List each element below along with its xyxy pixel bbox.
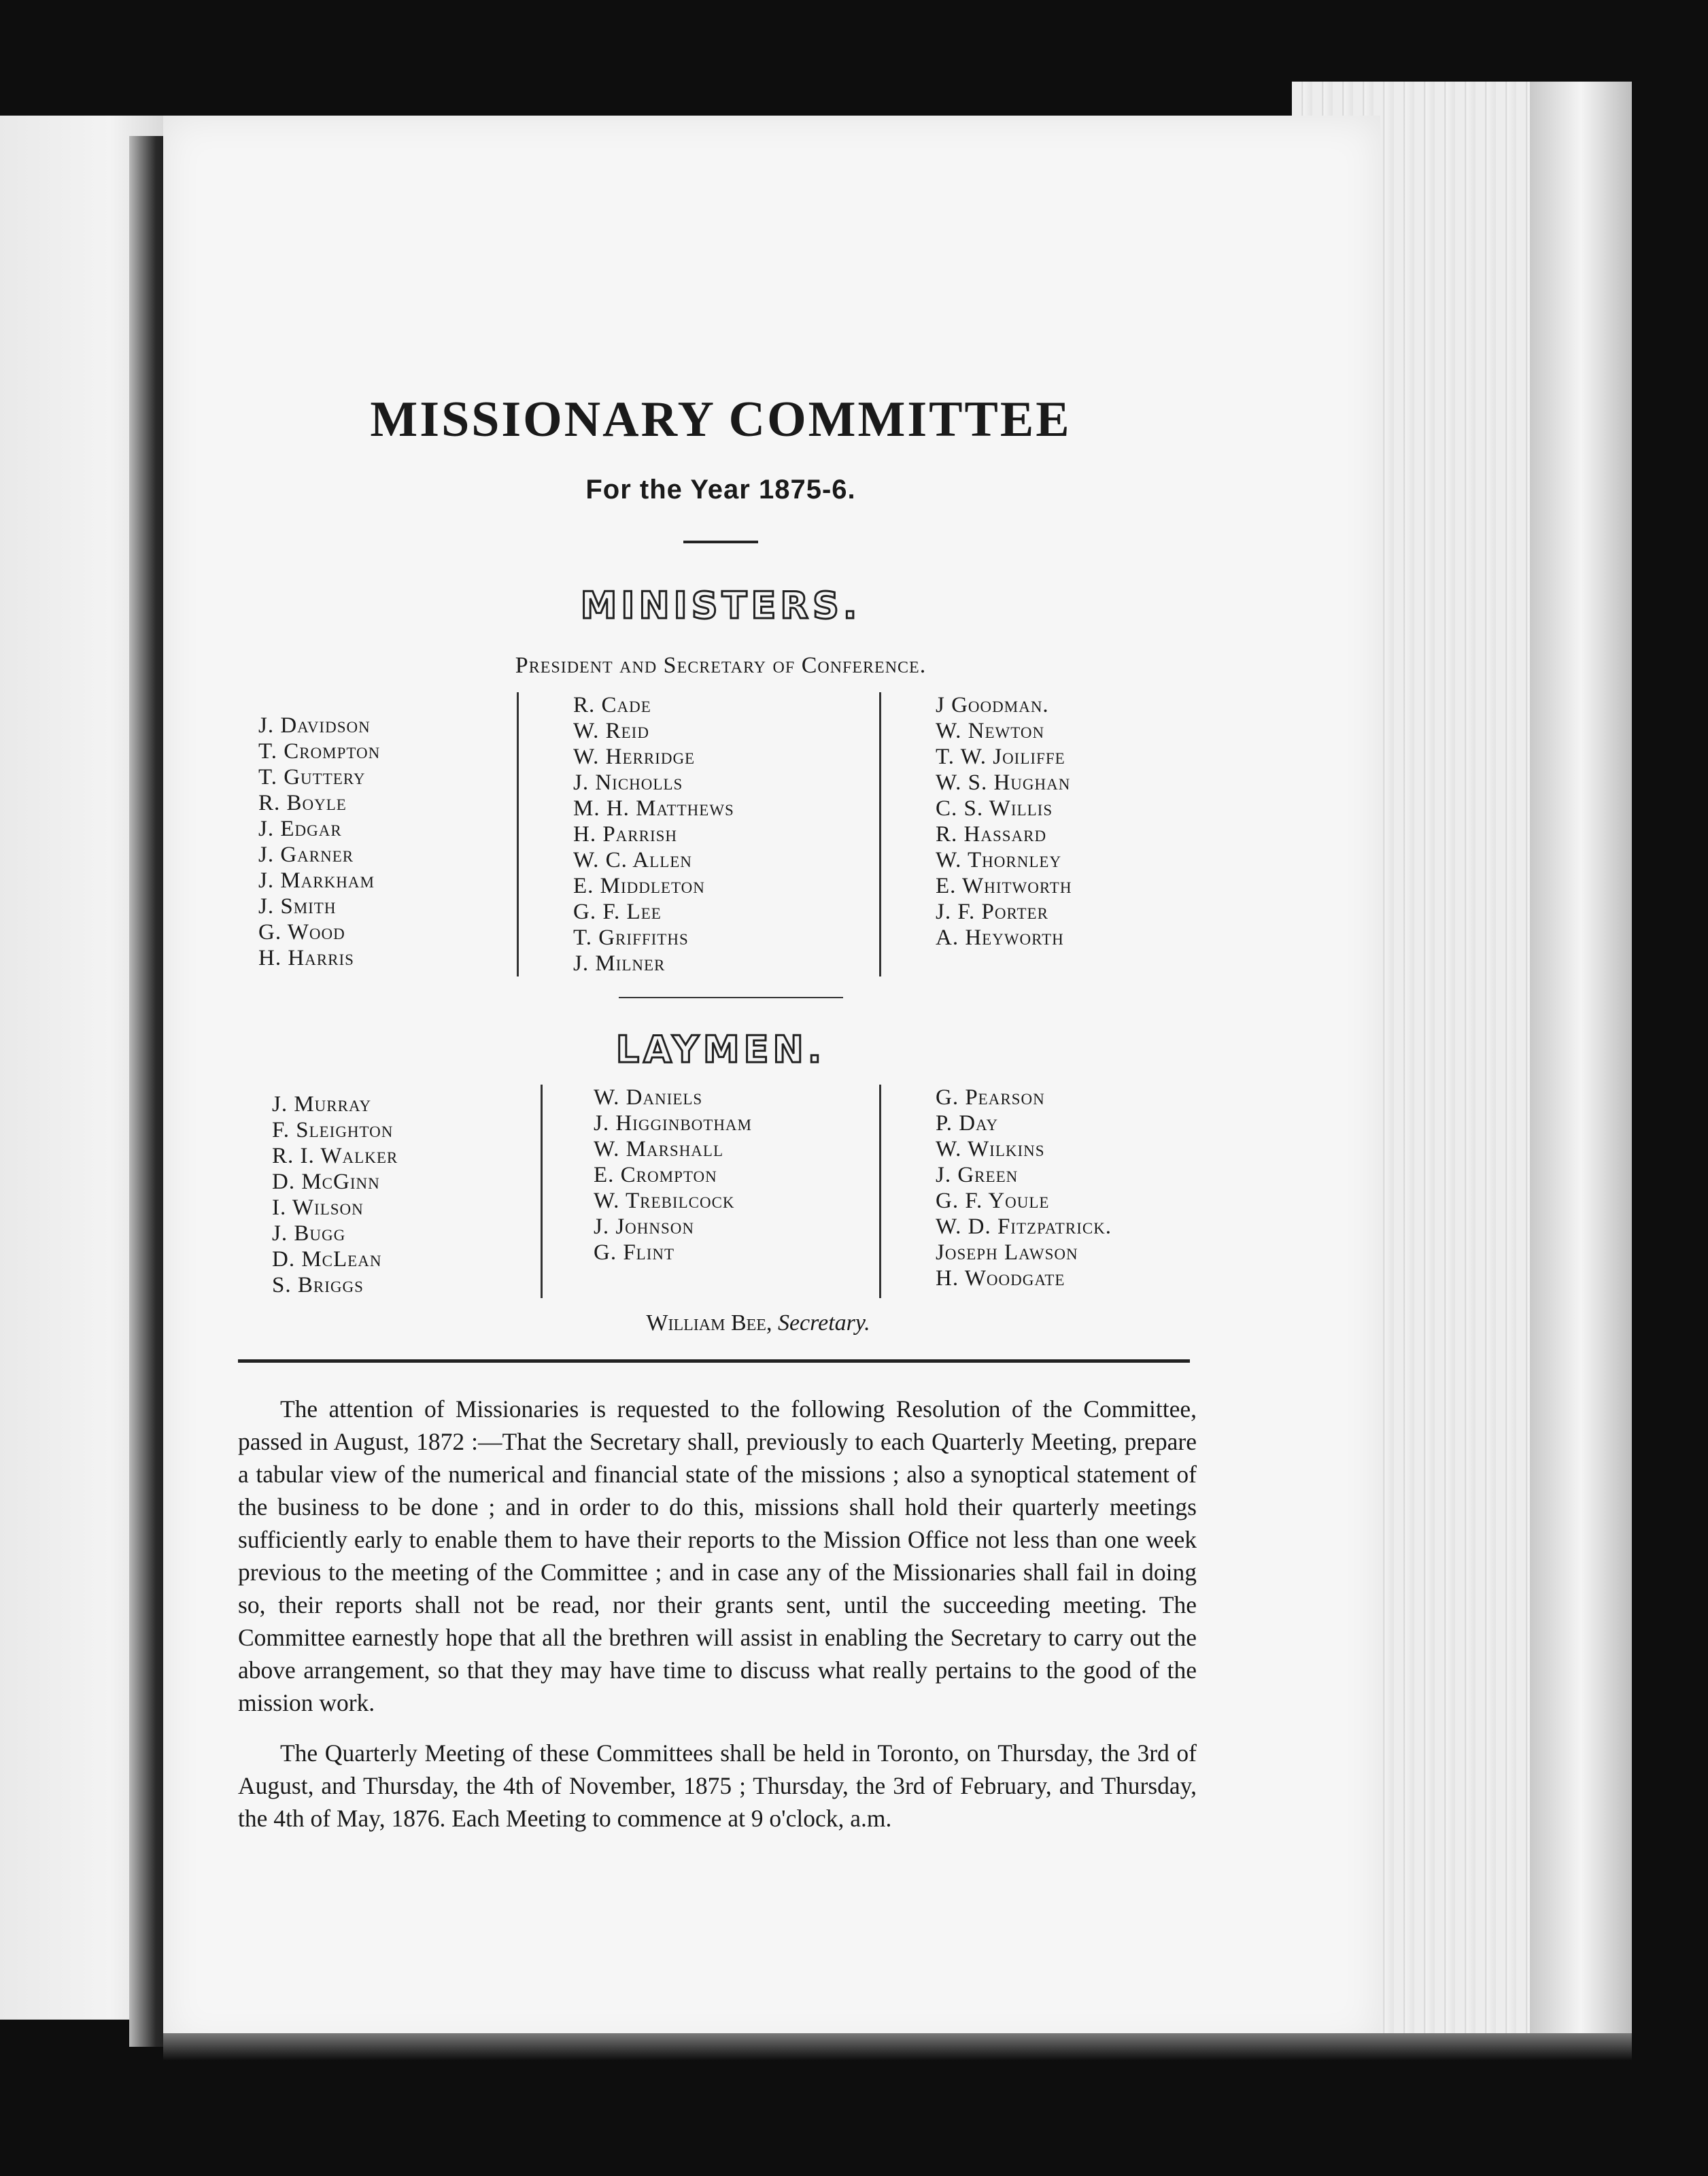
laymen-column-2 — [541, 1085, 881, 1298]
name-entry: J. Nicholls — [573, 770, 683, 795]
name-entry: R. Boyle — [258, 791, 347, 815]
name-entry: I. Wilson — [272, 1195, 364, 1220]
secretary-title: Secretary. — [777, 1310, 870, 1336]
name-entry: W. Marshall — [594, 1137, 724, 1161]
divider — [619, 997, 843, 998]
name-entry: J. Higginbotham — [594, 1111, 752, 1136]
name-entry: W. Daniels — [594, 1085, 703, 1110]
name-entry: T. W. Joiliffe — [936, 745, 1065, 769]
page-content — [231, 394, 1210, 1835]
laymen-column-1 — [231, 1085, 541, 1298]
divider — [683, 541, 758, 543]
secretary-line — [306, 1310, 1210, 1336]
name-entry: W. Wilkins — [936, 1137, 1045, 1161]
name-entry: J. Johnson — [594, 1214, 695, 1239]
name-entry: W. S. Hughan — [936, 770, 1071, 795]
name-entry: G. F. Youle — [936, 1189, 1050, 1213]
page-subtitle: For the Year 1875-6. — [585, 475, 856, 505]
name-entry: H. Harris — [258, 946, 354, 970]
resolution-paragraph: The attention of Missionaries is requested to the following Resolution of the Committee, passed in August, 1872 :—That the Secretary shall, previously to each Quarterly Meeting, prepare a tabular view of the numerical and financial state of the missions ; also a synoptical statement of the business to be done ; and in order to do this, missions shall hold their quarterly meetings sufficiently early to enable them to have their reports to the Mission Office not less than one week previous to the meeting of the Committee ; and in case any of the Missionaries shall fail in doing so, their reports shall not be read, nor their grants sent, until the succeeding meeting. The Committee earnestly hope that all the brethren will assist in enabling the Secretary to carry out the above arrangement, so that they may have time to discuss what really pertains to the good of the mission work. — [238, 1395, 1197, 1716]
name-entry: G. Flint — [594, 1240, 675, 1265]
name-entry: D. McLean — [272, 1247, 382, 1272]
name-entry: J. Bugg — [272, 1221, 346, 1246]
name-entry: J. Murray — [272, 1092, 372, 1117]
name-entry: T. Griffiths — [573, 925, 689, 950]
name-entry: S. Briggs — [272, 1273, 364, 1297]
name-entry: W. Newton — [936, 719, 1045, 743]
name-entry: J. F. Porter — [936, 900, 1048, 924]
name-entry: J. Smith — [258, 894, 337, 919]
name-entry: J. Garner — [258, 843, 354, 867]
name-entry: R. Cade — [573, 693, 651, 717]
name-entry: W. C. Allen — [573, 848, 692, 872]
book-cover-edge — [1530, 82, 1632, 2040]
name-entry: G. F. Lee — [573, 900, 662, 924]
laymen-list — [231, 1085, 1210, 1298]
laymen-column-3 — [881, 1085, 1112, 1298]
officers-line: President and Secretary of Conference. — [515, 653, 927, 678]
meeting-schedule-paragraph: The Quarterly Meeting of these Committees shall be held in Toronto, on Thursday, the 3rd of August, and Thursday, the 4th of November, 1875 ; Thursday, the 3rd of February, and Thursday, the 4th of May, 1876. Each Meeting to commence at 9 o'clock, a.m. — [238, 1739, 1197, 1832]
name-entry: J. Edgar — [258, 817, 342, 841]
laymen-heading: LAYMEN. — [615, 1028, 826, 1071]
page-shadow — [163, 2033, 1632, 2060]
name-entry: R. Hassard — [936, 822, 1047, 847]
name-entry: D. McGinn — [272, 1170, 380, 1194]
name-entry: H. Woodgate — [936, 1266, 1065, 1291]
name-entry: C. S. Willis — [936, 796, 1053, 821]
name-entry: H. Parrish — [573, 822, 678, 847]
name-entry: T. Guttery — [258, 765, 366, 789]
name-entry: W. Reid — [573, 719, 649, 743]
name-entry: E. Middleton — [573, 874, 705, 898]
ministers-list — [231, 692, 1210, 976]
ministers-column-2 — [517, 692, 881, 976]
name-entry: J. Milner — [573, 951, 666, 976]
name-entry: G. Pearson — [936, 1085, 1045, 1110]
name-entry: F. Sleighton — [272, 1118, 394, 1142]
name-entry: A. Heyworth — [936, 925, 1064, 950]
name-entry: J. Markham — [258, 868, 375, 893]
name-entry: E. Crompton — [594, 1163, 717, 1187]
name-entry: R. I. Walker — [272, 1144, 398, 1168]
name-entry: W. Thornley — [936, 848, 1062, 872]
ministers-column-3 — [881, 692, 1072, 976]
ministers-heading: MINISTERS. — [580, 584, 861, 627]
ministers-column-1 — [231, 692, 517, 976]
name-entry: Joseph Lawson — [936, 1240, 1078, 1265]
secretary-name: William Bee, — [646, 1310, 772, 1336]
name-entry: P. Day — [936, 1111, 999, 1136]
name-entry: G. Wood — [258, 920, 345, 945]
name-entry: M. H. Matthews — [573, 796, 734, 821]
name-entry: J. Davidson — [258, 713, 371, 738]
name-entry: J. Green — [936, 1163, 1019, 1187]
name-entry: E. Whitworth — [936, 874, 1072, 898]
name-entry: W. Herridge — [573, 745, 696, 769]
name-entry: T. Crompton — [258, 739, 381, 764]
name-entry: J Goodman. — [936, 693, 1049, 717]
page-title: MISSIONARY COMMITTEE — [370, 392, 1072, 447]
name-entry: W. Trebilcock — [594, 1189, 735, 1213]
name-entry: W. D. Fitzpatrick. — [936, 1214, 1112, 1239]
divider — [238, 1359, 1190, 1363]
